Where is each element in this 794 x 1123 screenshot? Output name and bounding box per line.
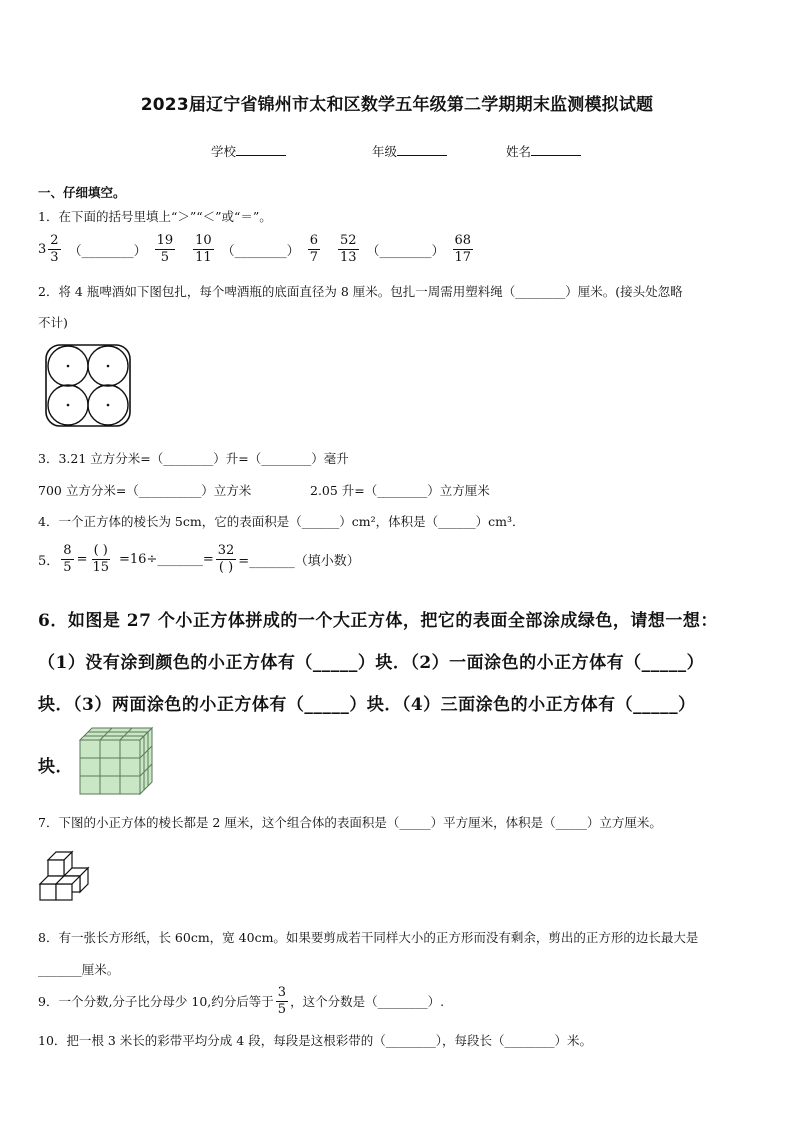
q1-fraction-1: $\frac{2}{3}$ — [50, 233, 59, 265]
q1-comparisons — [38, 234, 475, 264]
q1-blank-2[interactable]: （________） — [221, 243, 300, 259]
q1-blank-3[interactable]: （________） — [366, 243, 445, 259]
q5-fraction-2[interactable]: $\frac{( )}{15}$ — [92, 543, 110, 575]
q3-line2b: 2.05 升=（________）立方厘米 — [310, 483, 490, 498]
section-heading: 一、仔细填空。 — [38, 185, 126, 200]
q6-line3: 块．（3）两面涂色的小正方体有（_____）块．（4）三面涂色的小正方体有（_____） — [38, 695, 696, 715]
q9-pre: 9．一个分数,分子比分母少 10,约分后等于 — [38, 994, 274, 1010]
q1-fraction-3: $\frac{10}{11}$ — [195, 233, 212, 265]
name-field[interactable] — [506, 142, 581, 160]
q5-middle[interactable]: =16÷_______= — [119, 551, 214, 567]
q3-line1: 3．3.21 立方分米=（________）升=（________）毫升 — [38, 451, 349, 466]
page-title: 2023届辽宁省锦州市太和区数学五年级第二学期期末监测模拟试题 — [140, 95, 654, 115]
q5-label: 5． — [38, 553, 60, 569]
q1-fraction-2: $\frac{19}{5}$ — [156, 233, 174, 265]
school-field[interactable] — [211, 142, 286, 160]
q10-text: 10．把一根 3 米长的彩带平均分成 4 段，每段是这根彩带的（________），每段长（________）米。 — [38, 1033, 592, 1048]
q5-tail[interactable]: =_______（填小数） — [238, 553, 360, 569]
bottles-bundle-figure — [44, 343, 132, 428]
school-label: 学校 — [211, 144, 237, 159]
q1-whole: 3 — [38, 241, 47, 257]
q3-line2a: 700 立方分米=（__________）立方米 — [38, 483, 252, 498]
q5-fraction-1: $\frac{8}{5}$ — [63, 543, 72, 575]
q5-equation — [38, 544, 360, 574]
q2-line2: 不计) — [38, 315, 68, 330]
q1-blank-1[interactable]: （________） — [68, 243, 147, 259]
green-cube-figure — [78, 726, 154, 796]
q1-fraction-6: $\frac{68}{17}$ — [454, 233, 472, 265]
q1-fraction-5: $\frac{52}{13}$ — [339, 233, 357, 265]
q6-line1: 6．如图是 27 个小正方体拼成的一个大正方体，把它的表面全部涂成绿色，请想一想： — [38, 611, 718, 631]
grade-label: 年级 — [372, 144, 398, 159]
q9-question — [38, 986, 444, 1016]
q2-line1: 2．将 4 瓶啤酒如下图包扎，每个啤酒瓶的底面直径为 8 厘米。包扎一周需用塑料绳（________）厘米。(接头处忽略 — [38, 284, 683, 299]
q9-fraction: $\frac{3}{5}$ — [277, 985, 287, 1017]
q4-text: 4．一个正方体的棱长为 5cm，它的表面积是（______）cm²，体积是（______）cm³． — [38, 514, 525, 529]
q7-text: 7．下图的小正方体的棱长都是 2 厘米，这个组合体的表面积是（_____）平方厘米，体积是（_____）立方厘米。 — [38, 815, 662, 830]
grade-field[interactable] — [372, 142, 447, 160]
q6-line2: （1）没有涂到颜色的小正方体有（_____）块．（2）一面涂色的小正方体有（_____） — [38, 653, 705, 673]
q1-text: 1．在下面的括号里填上“＞”“＜”或“＝”。 — [38, 209, 272, 224]
name-label: 姓名 — [506, 144, 532, 159]
q8-line1: 8．有一张长方形纸，长 60cm，宽 40cm。如果要剪成若干同样大小的正方形而没有剩余，剪出的正方形的边长最大是 — [38, 930, 699, 945]
q5-equals: = — [76, 551, 88, 567]
q6-line4: 块． — [38, 757, 73, 777]
small-cubes-figure — [38, 850, 94, 904]
q8-line2: _______厘米。 — [38, 962, 120, 977]
q9-post[interactable]: ，这个分数是（________）. — [290, 994, 445, 1010]
q1-fraction-4: $\frac{6}{7}$ — [309, 233, 318, 265]
q5-fraction-3[interactable]: $\frac{32}{( )}$ — [217, 543, 235, 575]
